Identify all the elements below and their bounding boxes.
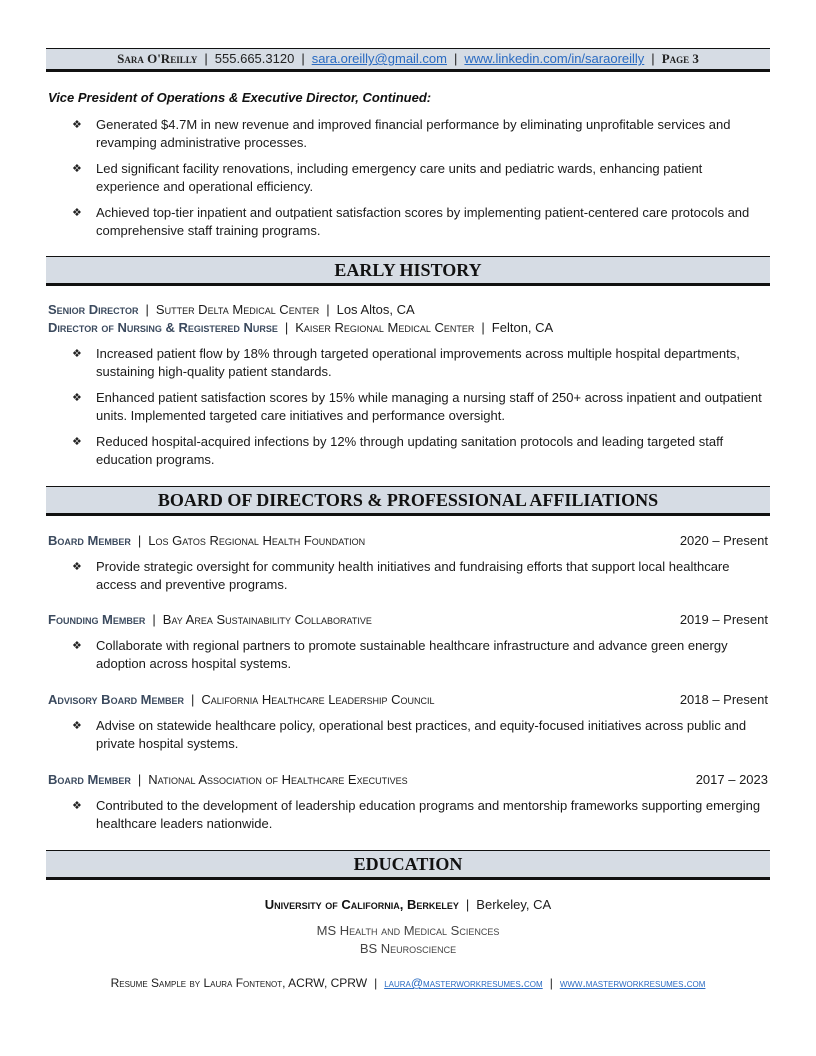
diamond-bullet-icon: ❖: [72, 392, 82, 404]
affiliation-line: Board Member | Los Gatos Regional Health Foundation 2020 – Present: [48, 533, 768, 548]
list-item: ❖ Enhanced patient satisfaction scores by 15% while managing a nursing staff of 250+ across inpatient and outpatient units. Implemented targeted care initiatives and performance oversight.: [72, 390, 762, 423]
separator: |: [204, 51, 208, 66]
organization: Sutter Delta Medical Center: [155, 302, 320, 317]
list-item: ❖ Provide strategic oversight for community health initiatives and fundraising efforts that support local healthcare access and preventive programs.: [72, 559, 730, 592]
diamond-bullet-icon: ❖: [72, 207, 82, 219]
diamond-bullet-icon: ❖: [72, 800, 82, 812]
school-name: University of California, Berkeley: [264, 897, 459, 912]
early-history-bullets: [72, 345, 768, 477]
list-item: ❖ Generated $4.7M in new revenue and improved financial performance by eliminating unprofitable services and revamping administrative processes.: [72, 117, 731, 150]
list-item: ❖ Collaborate with regional partners to promote sustainable healthcare infrastructure and advance green energy adoption across hospital systems.: [72, 638, 728, 671]
candidate-name: Sara O'Reilly: [117, 51, 198, 66]
role-title: Founding Member: [48, 612, 146, 627]
organization: Kaiser Regional Medical Center: [295, 320, 475, 335]
list-item: ❖ Advise on statewide healthcare policy, operational best practices, and equity-focused initiatives across public and private hospital systems.: [72, 718, 747, 751]
section-heading-board: BOARD OF DIRECTORS & PROFESSIONAL AFFILIATIONS: [46, 486, 770, 516]
role-line: Director of Nursing & Registered Nurse | Kaiser Regional Medical Center | Felton, CA: [48, 320, 554, 335]
role-title: Board Member: [48, 533, 131, 548]
organization: Los Gatos Regional Health Foundation: [148, 533, 366, 548]
date-range: 2017 – 2023: [695, 772, 768, 787]
section-heading-early-history: EARLY HISTORY: [46, 256, 770, 286]
separator: |: [301, 51, 305, 66]
footer-website-link[interactable]: www.masterworkresumes.com: [559, 976, 706, 990]
role-title: Director of Nursing & Registered Nurse: [48, 320, 278, 335]
continued-role-title: Vice President of Operations & Executive Director, Continued:: [48, 90, 432, 105]
affiliation-line: Board Member | National Association of Healthcare Executives 2017 – 2023: [48, 772, 768, 787]
credit-text: Resume Sample by Laura Fontenot, ACRW, CPRW: [110, 976, 368, 990]
linkedin-link[interactable]: www.linkedin.com/in/saraoreilly: [464, 51, 645, 66]
separator: |: [454, 51, 458, 66]
affiliation-line: Founding Member | Bay Area Sustainability Collaborative 2019 – Present: [48, 612, 768, 627]
date-range: 2019 – Present: [679, 612, 768, 627]
contact-header-bar: [46, 48, 770, 72]
phone-number: 555.665.3120: [214, 51, 295, 66]
date-range: 2020 – Present: [679, 533, 768, 548]
diamond-bullet-icon: ❖: [72, 720, 82, 732]
role-title: Senior Director: [48, 302, 139, 317]
organization: National Association of Healthcare Executives: [148, 772, 408, 787]
footer-credit: Resume Sample by Laura Fontenot, ACRW, CPRW | laura@masterworkresumes.com | www.masterworkresumes.com: [110, 976, 706, 990]
separator: |: [651, 51, 655, 66]
degree: BS Neuroscience: [359, 941, 457, 956]
affiliation-bullets: [72, 797, 768, 841]
role-title: Advisory Board Member: [48, 692, 185, 707]
list-item: ❖ Increased patient flow by 18% through targeted operational improvements across multiple hospital departments, sustaining high-quality patient standards.: [72, 346, 740, 379]
affiliation-bullets: [72, 637, 768, 681]
diamond-bullet-icon: ❖: [72, 348, 82, 360]
section-heading-education: EDUCATION: [46, 850, 770, 880]
page-number: Page 3: [661, 51, 699, 66]
date-range: 2018 – Present: [679, 692, 768, 707]
organization: California Healthcare Leadership Council: [201, 692, 435, 707]
diamond-bullet-icon: ❖: [72, 640, 82, 652]
affiliation-bullets: [72, 717, 768, 761]
diamond-bullet-icon: ❖: [72, 436, 82, 448]
role-title: Board Member: [48, 772, 131, 787]
footer-email-link[interactable]: laura@masterworkresumes.com: [384, 976, 543, 990]
role-line: Senior Director | Sutter Delta Medical Center | Los Altos, CA: [48, 302, 415, 317]
education-school-line: University of California, Berkeley | Berkeley, CA: [264, 897, 552, 912]
degree: MS Health and Medical Sciences: [316, 923, 500, 938]
affiliation-line: Advisory Board Member | California Healthcare Leadership Council 2018 – Present: [48, 692, 768, 707]
list-item: ❖ Reduced hospital-acquired infections by 12% through updating sanitation protocols and leading targeted staff education programs.: [72, 434, 724, 467]
list-item: ❖ Led significant facility renovations, including emergency care units and pediatric wards, enhancing patient experience and operational efficiency.: [72, 161, 703, 194]
location: Felton, CA: [491, 320, 554, 335]
diamond-bullet-icon: ❖: [72, 561, 82, 573]
list-item: ❖ Achieved top-tier inpatient and outpatient satisfaction scores by implementing patient-centered care protocols and comprehensive staff training programs.: [72, 205, 750, 238]
list-item: ❖ Contributed to the development of leadership education programs and mentorship frameworks supporting emerging healthcare leaders nationwide.: [72, 798, 761, 831]
school-location: Berkeley, CA: [476, 897, 552, 912]
affiliation-bullets: [72, 558, 768, 602]
location: Los Altos, CA: [336, 302, 415, 317]
email-link[interactable]: sara.oreilly@gmail.com: [311, 51, 447, 66]
organization: Bay Area Sustainability Collaborative: [162, 612, 372, 627]
diamond-bullet-icon: ❖: [72, 163, 82, 175]
continued-bullets: [72, 116, 768, 248]
diamond-bullet-icon: ❖: [72, 119, 82, 131]
